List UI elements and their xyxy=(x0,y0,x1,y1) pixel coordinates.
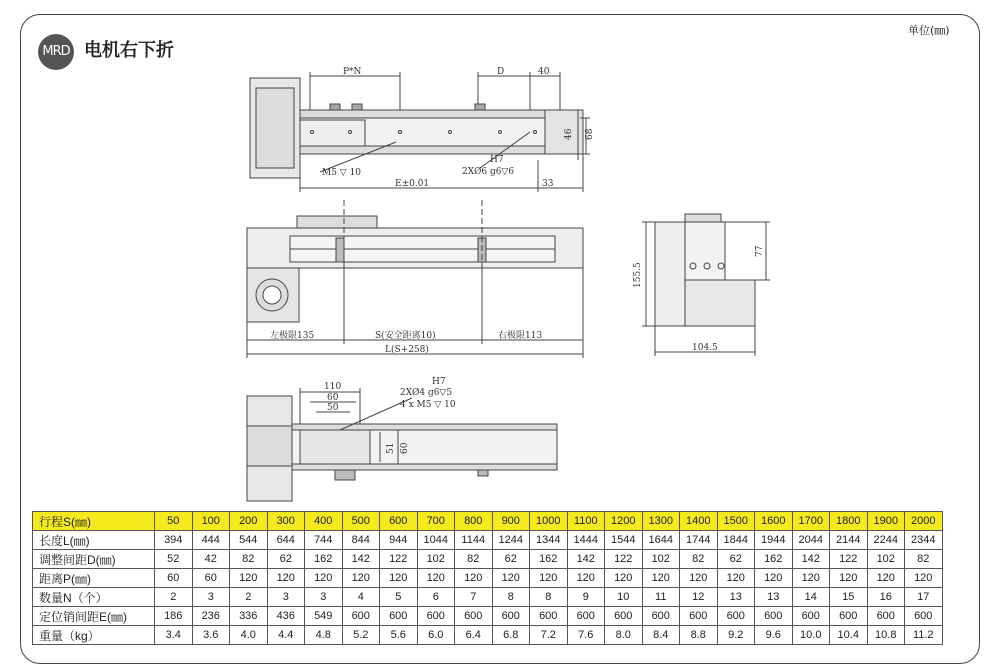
dim-length: L(S+258) xyxy=(385,345,429,355)
table-row xyxy=(33,626,943,645)
dim-stroke: S(安全距离10) xyxy=(375,331,436,341)
table-cell: 600 xyxy=(417,607,455,626)
table-cell: 700 xyxy=(417,512,455,531)
table-cell: 394 xyxy=(155,531,193,550)
row-label: 调整间距D(㎜) xyxy=(33,550,155,569)
table-cell: 14 xyxy=(792,588,830,607)
table-cell: 4 xyxy=(342,588,380,607)
table-cell: 5 xyxy=(380,588,418,607)
table-cell: 102 xyxy=(417,550,455,569)
table-cell: 162 xyxy=(305,550,343,569)
table-cell: 2 xyxy=(230,588,268,607)
table-cell: 9.6 xyxy=(755,626,793,645)
table-cell: 16 xyxy=(867,588,905,607)
table-cell: 62 xyxy=(717,550,755,569)
table-cell: 6 xyxy=(417,588,455,607)
table-cell: 120 xyxy=(305,569,343,588)
table-cell: 5.6 xyxy=(380,626,418,645)
table-cell: 1900 xyxy=(867,512,905,531)
table-cell: 600 xyxy=(680,607,718,626)
table-cell: 600 xyxy=(830,607,868,626)
table-cell: 300 xyxy=(267,512,305,531)
table-cell: 142 xyxy=(567,550,605,569)
dim-m5: M5 ▽ 10 xyxy=(322,168,362,178)
table-cell: 50 xyxy=(155,512,193,531)
table-cell: 1400 xyxy=(680,512,718,531)
table-cell: 8.0 xyxy=(605,626,643,645)
table-cell: 744 xyxy=(305,531,343,550)
page-title: 电机右下折 xyxy=(84,40,174,61)
table-cell: 1644 xyxy=(642,531,680,550)
dim-155: 155.5 xyxy=(633,262,643,288)
table-cell: 82 xyxy=(230,550,268,569)
table-cell: 52 xyxy=(155,550,193,569)
table-cell: 142 xyxy=(342,550,380,569)
table-cell: 120 xyxy=(267,569,305,588)
table-cell: 2000 xyxy=(905,512,943,531)
table-cell: 644 xyxy=(267,531,305,550)
table-cell: 120 xyxy=(492,569,530,588)
table-cell: 8 xyxy=(492,588,530,607)
dim-pn: P*N xyxy=(343,67,362,77)
side-view xyxy=(642,214,770,356)
table-cell: 7 xyxy=(455,588,493,607)
table-cell: 1200 xyxy=(605,512,643,531)
table-cell: 2344 xyxy=(905,531,943,550)
dim-51: 51 xyxy=(386,442,396,454)
table-cell: 4.0 xyxy=(230,626,268,645)
table-cell: 17 xyxy=(905,588,943,607)
table-cell: 10.4 xyxy=(830,626,868,645)
table-cell: 844 xyxy=(342,531,380,550)
table-cell: 120 xyxy=(905,569,943,588)
dim-h7: H7 xyxy=(490,155,504,165)
table-cell: 1100 xyxy=(567,512,605,531)
table-cell: 1744 xyxy=(680,531,718,550)
table-cell: 336 xyxy=(230,607,268,626)
table-cell: 200 xyxy=(230,512,268,531)
top-view xyxy=(250,72,590,192)
table-cell: 8.8 xyxy=(680,626,718,645)
unit-label: 单位(㎜) xyxy=(908,24,950,37)
table-cell: 600 xyxy=(380,607,418,626)
table-cell: 1600 xyxy=(755,512,793,531)
table-cell: 1344 xyxy=(530,531,568,550)
table-cell: 120 xyxy=(567,569,605,588)
table-cell: 2244 xyxy=(867,531,905,550)
table-cell: 1144 xyxy=(455,531,493,550)
table-cell: 162 xyxy=(755,550,793,569)
row-label: 数量N（个） xyxy=(33,588,155,607)
table-cell: 1700 xyxy=(792,512,830,531)
table-cell: 7.2 xyxy=(530,626,568,645)
table-cell: 120 xyxy=(417,569,455,588)
table-cell: 60 xyxy=(192,569,230,588)
table-cell: 800 xyxy=(455,512,493,531)
table-cell: 600 xyxy=(567,607,605,626)
table-cell: 600 xyxy=(342,607,380,626)
table-cell: 3.4 xyxy=(155,626,193,645)
table-cell: 9 xyxy=(567,588,605,607)
dim-77: 77 xyxy=(755,245,765,257)
table-cell: 400 xyxy=(305,512,343,531)
table-cell: 120 xyxy=(830,569,868,588)
table-row xyxy=(33,588,943,607)
table-cell: 1500 xyxy=(717,512,755,531)
model-badge: MRD xyxy=(38,34,74,70)
dim-pin: 2XØ6 g6▽6 xyxy=(462,167,515,177)
table-cell: 82 xyxy=(905,550,943,569)
table-cell: 120 xyxy=(342,569,380,588)
table-row xyxy=(33,550,943,569)
dim-46: 46 xyxy=(564,128,574,140)
table-cell: 944 xyxy=(380,531,418,550)
table-cell: 11.2 xyxy=(905,626,943,645)
table-cell: 600 xyxy=(905,607,943,626)
table-cell: 102 xyxy=(867,550,905,569)
table-cell: 186 xyxy=(155,607,193,626)
table-cell: 600 xyxy=(717,607,755,626)
table-cell: 82 xyxy=(455,550,493,569)
table-cell: 2144 xyxy=(830,531,868,550)
table-cell: 142 xyxy=(792,550,830,569)
table-cell: 10 xyxy=(605,588,643,607)
dim-left-limit: 左极限135 xyxy=(270,331,315,341)
table-cell: 62 xyxy=(492,550,530,569)
table-cell: 10.8 xyxy=(867,626,905,645)
table-cell: 600 xyxy=(642,607,680,626)
table-cell: 500 xyxy=(342,512,380,531)
dim-bottom-pin: 2XØ4 g6▽5 xyxy=(400,388,453,398)
table-cell: 13 xyxy=(717,588,755,607)
table-cell: 600 xyxy=(755,607,793,626)
table-cell: 4.4 xyxy=(267,626,305,645)
row-label: 行程S(㎜) xyxy=(33,512,155,531)
table-cell: 600 xyxy=(605,607,643,626)
row-label: 重量（kg） xyxy=(33,626,155,645)
table-cell: 120 xyxy=(530,569,568,588)
table-cell: 120 xyxy=(717,569,755,588)
table-cell: 436 xyxy=(267,607,305,626)
table-cell: 5.2 xyxy=(342,626,380,645)
table-cell: 82 xyxy=(680,550,718,569)
table-cell: 2044 xyxy=(792,531,830,550)
table-cell: 122 xyxy=(605,550,643,569)
table-cell: 42 xyxy=(192,550,230,569)
table-cell: 122 xyxy=(380,550,418,569)
table-cell: 12 xyxy=(680,588,718,607)
table-cell: 120 xyxy=(605,569,643,588)
table-cell: 120 xyxy=(455,569,493,588)
dim-d: D xyxy=(497,67,505,77)
table-cell: 3.6 xyxy=(192,626,230,645)
table-cell: 549 xyxy=(305,607,343,626)
dim-33: 33 xyxy=(542,179,554,189)
dim-e: E±0.01 xyxy=(395,179,430,189)
table-cell: 3 xyxy=(305,588,343,607)
row-label: 长度L(㎜) xyxy=(33,531,155,550)
dim-bottom-m5: 4 x M5 ▽ 10 xyxy=(400,400,456,410)
table-cell: 600 xyxy=(492,607,530,626)
table-cell: 11 xyxy=(642,588,680,607)
row-label: 定位销间距E(㎜) xyxy=(33,607,155,626)
table-cell: 6.0 xyxy=(417,626,455,645)
table-cell: 100 xyxy=(192,512,230,531)
table-cell: 120 xyxy=(680,569,718,588)
table-cell: 900 xyxy=(492,512,530,531)
table-cell: 6.4 xyxy=(455,626,493,645)
table-cell: 122 xyxy=(830,550,868,569)
dim-104: 104.5 xyxy=(692,343,718,353)
table-cell: 600 xyxy=(530,607,568,626)
table-cell: 1800 xyxy=(830,512,868,531)
table-row xyxy=(33,607,943,626)
table-cell: 544 xyxy=(230,531,268,550)
table-cell: 600 xyxy=(867,607,905,626)
table-cell: 1944 xyxy=(755,531,793,550)
dim-50: 50 xyxy=(327,403,339,413)
dim-bottom-h7: H7 xyxy=(432,377,446,387)
dim-68: 68 xyxy=(585,128,595,140)
table-cell: 8 xyxy=(530,588,568,607)
dim-60v: 60 xyxy=(400,442,410,454)
table-cell: 120 xyxy=(642,569,680,588)
table-cell: 8.4 xyxy=(642,626,680,645)
table-cell: 120 xyxy=(867,569,905,588)
table-cell: 162 xyxy=(530,550,568,569)
table-row xyxy=(33,512,943,531)
table-cell: 4.8 xyxy=(305,626,343,645)
row-label: 距离P(㎜) xyxy=(33,569,155,588)
dim-110: 110 xyxy=(324,382,342,392)
table-cell: 1044 xyxy=(417,531,455,550)
table-cell: 1244 xyxy=(492,531,530,550)
dim-40: 40 xyxy=(538,67,550,77)
table-cell: 120 xyxy=(792,569,830,588)
table-cell: 444 xyxy=(192,531,230,550)
table-cell: 7.6 xyxy=(567,626,605,645)
table-cell: 1000 xyxy=(530,512,568,531)
table-cell: 1844 xyxy=(717,531,755,550)
table-cell: 60 xyxy=(155,569,193,588)
table-cell: 62 xyxy=(267,550,305,569)
table-cell: 1444 xyxy=(567,531,605,550)
table-cell: 102 xyxy=(642,550,680,569)
table-cell: 3 xyxy=(192,588,230,607)
table-row xyxy=(33,531,943,550)
dim-right-limit: 右极限113 xyxy=(498,331,543,341)
table-cell: 600 xyxy=(455,607,493,626)
table-cell: 3 xyxy=(267,588,305,607)
table-cell: 120 xyxy=(755,569,793,588)
table-cell: 9.2 xyxy=(717,626,755,645)
table-row xyxy=(33,569,943,588)
spec-table xyxy=(32,511,943,645)
table-cell: 600 xyxy=(792,607,830,626)
table-cell: 600 xyxy=(380,512,418,531)
table-cell: 6.8 xyxy=(492,626,530,645)
table-cell: 2 xyxy=(155,588,193,607)
table-cell: 10.0 xyxy=(792,626,830,645)
table-cell: 1544 xyxy=(605,531,643,550)
table-cell: 1300 xyxy=(642,512,680,531)
table-cell: 236 xyxy=(192,607,230,626)
table-cell: 15 xyxy=(830,588,868,607)
dim-60: 60 xyxy=(327,393,339,403)
table-cell: 120 xyxy=(380,569,418,588)
table-cell: 120 xyxy=(230,569,268,588)
table-cell: 13 xyxy=(755,588,793,607)
